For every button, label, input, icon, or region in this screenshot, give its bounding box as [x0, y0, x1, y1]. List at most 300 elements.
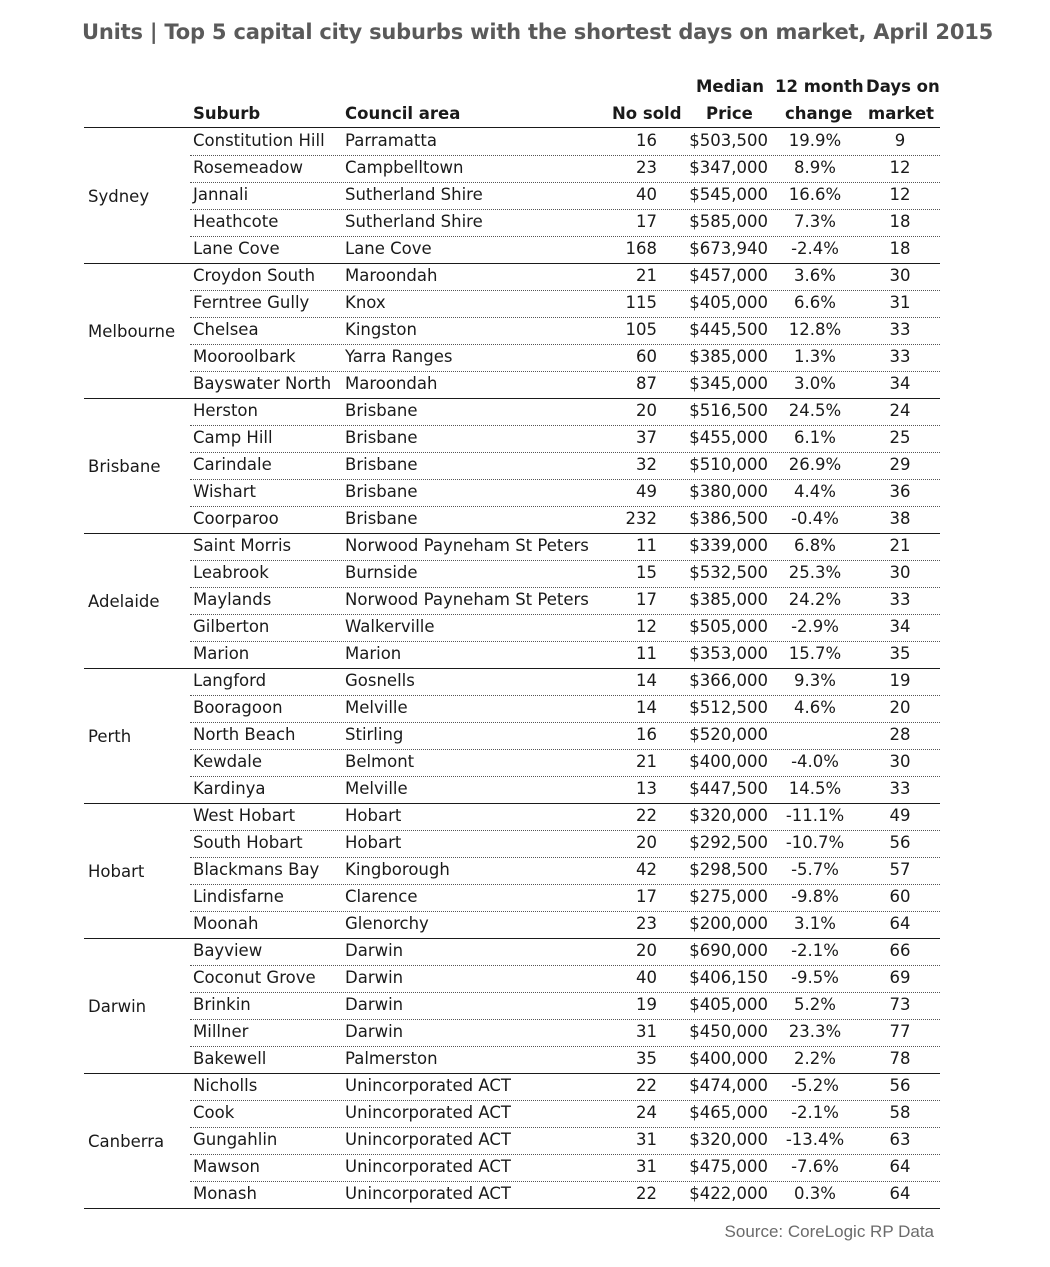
header-days-bottom: market [868, 104, 935, 123]
city-label: Canberra [88, 1131, 165, 1151]
no-sold-cell: 31 [636, 1130, 657, 1149]
median-price-cell: $385,000 [689, 590, 768, 609]
median-price-cell: $339,000 [689, 536, 768, 555]
header-days-top: Days on [866, 77, 940, 96]
no-sold-cell: 22 [636, 1184, 657, 1203]
row-separator [190, 884, 940, 885]
suburb-cell: Rosemeadow [193, 158, 303, 177]
change-cell: 3.1% [794, 914, 836, 933]
change-cell: 16.6% [788, 185, 842, 204]
median-price-cell: $200,000 [689, 914, 768, 933]
suburb-cell: Kardinya [193, 779, 266, 798]
days-cell: 18 [889, 212, 911, 231]
suburb-cell: Heathcote [193, 212, 279, 231]
council-cell: Brisbane [345, 482, 418, 501]
suburb-cell: Croydon South [193, 266, 316, 285]
days-cell: 33 [889, 347, 911, 366]
days-cell: 29 [889, 455, 911, 474]
council-cell: Clarence [345, 887, 418, 906]
days-cell: 31 [889, 293, 911, 312]
change-cell: 4.6% [794, 698, 836, 717]
city-label: Melbourne [88, 321, 176, 341]
suburb-cell: Lindisfarne [193, 887, 284, 906]
suburb-cell: West Hobart [193, 806, 296, 825]
council-cell: Sutherland Shire [345, 185, 483, 204]
header-council: Council area [345, 104, 461, 123]
row-separator [190, 425, 940, 426]
median-price-cell: $422,000 [689, 1184, 768, 1203]
no-sold-cell: 16 [636, 725, 657, 744]
row-separator [190, 587, 940, 588]
change-cell: 6.8% [794, 536, 836, 555]
days-cell: 66 [889, 941, 911, 960]
row-separator [190, 1100, 940, 1101]
row-separator [190, 371, 940, 372]
change-cell: 14.5% [788, 779, 842, 798]
group-rule [84, 938, 940, 939]
days-cell: 38 [889, 509, 911, 528]
no-sold-cell: 21 [636, 266, 657, 285]
days-cell: 69 [889, 968, 911, 987]
council-cell: Marion [345, 644, 402, 663]
no-sold-cell: 20 [636, 833, 657, 852]
days-cell: 30 [889, 752, 911, 771]
row-separator [190, 452, 940, 453]
suburb-cell: Gilberton [193, 617, 270, 636]
change-cell: 26.9% [788, 455, 842, 474]
change-cell: -4.0% [791, 752, 839, 771]
header-rule [84, 127, 940, 128]
no-sold-cell: 37 [636, 428, 657, 447]
days-cell: 12 [889, 185, 911, 204]
council-cell: Darwin [345, 968, 404, 987]
days-cell: 78 [889, 1049, 911, 1068]
council-cell: Gosnells [345, 671, 415, 690]
median-price-cell: $505,000 [689, 617, 768, 636]
row-separator [190, 1181, 940, 1182]
median-price-cell: $475,000 [689, 1157, 768, 1176]
row-separator [190, 722, 940, 723]
row-separator [190, 965, 940, 966]
median-price-cell: $275,000 [689, 887, 768, 906]
no-sold-cell: 15 [636, 563, 657, 582]
change-cell: -5.2% [791, 1076, 839, 1095]
days-cell: 64 [889, 1184, 911, 1203]
days-cell: 18 [889, 239, 911, 258]
change-cell: 2.2% [794, 1049, 836, 1068]
change-cell: -2.1% [791, 941, 839, 960]
council-cell: Maroondah [345, 266, 438, 285]
row-separator [190, 1046, 940, 1047]
no-sold-cell: 232 [625, 509, 657, 528]
change-cell: -13.4% [785, 1130, 845, 1149]
days-cell: 19 [889, 671, 911, 690]
row-separator [190, 344, 940, 345]
days-cell: 9 [894, 131, 906, 150]
council-cell: Lane Cove [345, 239, 432, 258]
council-cell: Stirling [345, 725, 404, 744]
days-cell: 12 [889, 158, 911, 177]
change-cell: -2.1% [791, 1103, 839, 1122]
council-cell: Knox [345, 293, 386, 312]
suburb-cell: Kewdale [193, 752, 262, 771]
change-cell: 3.6% [794, 266, 836, 285]
header-suburb: Suburb [193, 104, 261, 123]
days-cell: 63 [889, 1130, 911, 1149]
council-cell: Unincorporated ACT [345, 1103, 511, 1122]
change-cell: 24.2% [788, 590, 842, 609]
suburb-cell: Booragoon [193, 698, 283, 717]
days-cell: 73 [889, 995, 911, 1014]
days-cell: 60 [889, 887, 911, 906]
change-cell: 1.3% [794, 347, 836, 366]
council-cell: Sutherland Shire [345, 212, 483, 231]
no-sold-cell: 49 [636, 482, 657, 501]
no-sold-cell: 105 [625, 320, 657, 339]
row-separator [190, 236, 940, 237]
suburb-cell: Mooroolbark [193, 347, 296, 366]
no-sold-cell: 17 [636, 887, 657, 906]
row-separator [190, 911, 940, 912]
median-price-cell: $353,000 [689, 644, 768, 663]
council-cell: Parramatta [345, 131, 437, 150]
suburb-cell: Coconut Grove [193, 968, 316, 987]
no-sold-cell: 14 [636, 698, 657, 717]
no-sold-cell: 60 [636, 347, 657, 366]
suburb-cell: Leabrook [193, 563, 269, 582]
council-cell: Darwin [345, 995, 404, 1014]
median-price-cell: $320,000 [689, 806, 768, 825]
median-price-cell: $380,000 [689, 482, 768, 501]
no-sold-cell: 21 [636, 752, 657, 771]
council-cell: Unincorporated ACT [345, 1130, 511, 1149]
row-separator [190, 749, 940, 750]
council-cell: Walkerville [345, 617, 435, 636]
council-cell: Belmont [345, 752, 415, 771]
suburb-cell: Marion [193, 644, 250, 663]
median-price-cell: $512,500 [689, 698, 768, 717]
days-cell: 30 [889, 563, 911, 582]
header-change-bottom: change [785, 104, 853, 123]
median-price-cell: $474,000 [689, 1076, 768, 1095]
suburb-cell: Millner [193, 1022, 249, 1041]
suburb-cell: Lane Cove [193, 239, 280, 258]
council-cell: Hobart [345, 806, 402, 825]
council-cell: Maroondah [345, 374, 438, 393]
no-sold-cell: 19 [636, 995, 657, 1014]
median-price-cell: $585,000 [689, 212, 768, 231]
days-cell: 64 [889, 1157, 911, 1176]
source-note: Source: CoreLogic RP Data [724, 1222, 934, 1241]
group-rule [84, 1208, 940, 1209]
no-sold-cell: 24 [636, 1103, 657, 1122]
council-cell: Darwin [345, 941, 404, 960]
city-label: Hobart [88, 861, 145, 881]
group-rule [84, 668, 940, 669]
suburb-cell: Carindale [193, 455, 272, 474]
median-price-cell: $405,000 [689, 995, 768, 1014]
council-cell: Unincorporated ACT [345, 1076, 511, 1095]
suburb-cell: North Beach [193, 725, 296, 744]
group-rule [84, 803, 940, 804]
change-cell: -7.6% [791, 1157, 839, 1176]
change-cell: -9.5% [791, 968, 839, 987]
no-sold-cell: 11 [636, 644, 657, 663]
row-separator [190, 992, 940, 993]
median-price-cell: $366,000 [689, 671, 768, 690]
median-price-cell: $545,000 [689, 185, 768, 204]
median-price-cell: $445,500 [689, 320, 768, 339]
change-cell: 12.8% [788, 320, 842, 339]
row-separator [190, 614, 940, 615]
change-cell: 0.3% [794, 1184, 836, 1203]
header-median-bottom: Price [706, 104, 753, 123]
council-cell: Unincorporated ACT [345, 1184, 511, 1203]
group-rule [84, 398, 940, 399]
suburb-cell: Brinkin [193, 995, 251, 1014]
no-sold-cell: 11 [636, 536, 657, 555]
row-separator [190, 641, 940, 642]
change-cell: -2.4% [791, 239, 839, 258]
days-cell: 58 [889, 1103, 911, 1122]
suburb-cell: Saint Morris [193, 536, 292, 555]
row-separator [190, 182, 940, 183]
suburb-cell: Blackmans Bay [193, 860, 320, 879]
row-separator [190, 317, 940, 318]
no-sold-cell: 13 [636, 779, 657, 798]
header-median-top: Median [696, 77, 764, 96]
no-sold-cell: 31 [636, 1157, 657, 1176]
no-sold-cell: 17 [636, 212, 657, 231]
median-price-cell: $447,500 [689, 779, 768, 798]
suburb-cell: Chelsea [193, 320, 259, 339]
no-sold-cell: 87 [636, 374, 657, 393]
no-sold-cell: 20 [636, 941, 657, 960]
change-cell: -9.8% [791, 887, 839, 906]
median-price-cell: $455,000 [689, 428, 768, 447]
median-price-cell: $457,000 [689, 266, 768, 285]
no-sold-cell: 23 [636, 158, 657, 177]
row-separator [190, 776, 940, 777]
days-cell: 30 [889, 266, 911, 285]
median-price-cell: $520,000 [689, 725, 768, 744]
group-rule [84, 263, 940, 264]
no-sold-cell: 12 [636, 617, 657, 636]
row-separator [190, 1154, 940, 1155]
change-cell: 6.1% [794, 428, 836, 447]
suburb-cell: Langford [193, 671, 267, 690]
days-cell: 21 [889, 536, 911, 555]
change-cell: -11.1% [785, 806, 845, 825]
no-sold-cell: 14 [636, 671, 657, 690]
suburb-cell: Cook [193, 1103, 235, 1122]
no-sold-cell: 115 [625, 293, 657, 312]
change-cell: 19.9% [788, 131, 842, 150]
header-change-top: 12 month [775, 77, 864, 96]
days-cell: 25 [889, 428, 911, 447]
change-cell: 6.6% [794, 293, 836, 312]
council-cell: Unincorporated ACT [345, 1157, 511, 1176]
median-price-cell: $532,500 [689, 563, 768, 582]
days-cell: 34 [889, 617, 911, 636]
suburb-cell: Monash [193, 1184, 257, 1203]
row-separator [190, 857, 940, 858]
median-price-cell: $450,000 [689, 1022, 768, 1041]
median-price-cell: $292,500 [689, 833, 768, 852]
suburb-cell: Coorparoo [193, 509, 279, 528]
suburb-cell: Constitution Hill [193, 131, 325, 150]
suburb-cell: Bakewell [193, 1049, 267, 1068]
median-price-cell: $503,500 [689, 131, 768, 150]
council-cell: Brisbane [345, 509, 418, 528]
row-separator [190, 1019, 940, 1020]
suburb-cell: Nicholls [193, 1076, 258, 1095]
row-separator [190, 1127, 940, 1128]
suburb-cell: Gungahlin [193, 1130, 278, 1149]
days-cell: 33 [889, 779, 911, 798]
days-cell: 56 [889, 1076, 911, 1095]
suburb-cell: Maylands [193, 590, 272, 609]
no-sold-cell: 42 [636, 860, 657, 879]
change-cell: -5.7% [791, 860, 839, 879]
council-cell: Brisbane [345, 428, 418, 447]
change-cell: 25.3% [788, 563, 842, 582]
no-sold-cell: 17 [636, 590, 657, 609]
days-cell: 49 [889, 806, 911, 825]
row-separator [190, 479, 940, 480]
council-cell: Melville [345, 779, 408, 798]
no-sold-cell: 23 [636, 914, 657, 933]
change-cell: 3.0% [794, 374, 836, 393]
suburb-cell: Bayswater North [193, 374, 332, 393]
row-separator [190, 209, 940, 210]
median-price-cell: $465,000 [689, 1103, 768, 1122]
table-title: Units | Top 5 capital city suburbs with the shortest days on market, April 2015 [82, 20, 994, 44]
median-price-cell: $516,500 [689, 401, 768, 420]
median-price-cell: $385,000 [689, 347, 768, 366]
suburb-cell: Herston [193, 401, 258, 420]
suburb-cell: Mawson [193, 1157, 260, 1176]
council-cell: Yarra Ranges [345, 347, 453, 366]
council-cell: Kingston [345, 320, 417, 339]
no-sold-cell: 32 [636, 455, 657, 474]
days-cell: 36 [889, 482, 911, 501]
no-sold-cell: 22 [636, 1076, 657, 1095]
change-cell [775, 725, 855, 745]
change-cell: 7.3% [794, 212, 836, 231]
row-separator [190, 695, 940, 696]
median-price-cell: $690,000 [689, 941, 768, 960]
suburb-cell: Moonah [193, 914, 259, 933]
council-cell: Norwood Payneham St Peters [345, 590, 589, 609]
change-cell: -0.4% [791, 509, 839, 528]
change-cell: 23.3% [788, 1022, 842, 1041]
no-sold-cell: 31 [636, 1022, 657, 1041]
council-cell: Hobart [345, 833, 402, 852]
header-no-sold: No sold [612, 104, 682, 123]
suburb-cell: South Hobart [193, 833, 303, 852]
city-label: Adelaide [88, 591, 160, 611]
suburb-cell: Ferntree Gully [193, 293, 310, 312]
days-cell: 24 [889, 401, 911, 420]
city-label: Perth [88, 726, 132, 746]
median-price-cell: $673,940 [689, 239, 768, 258]
row-separator [190, 290, 940, 291]
median-price-cell: $510,000 [689, 455, 768, 474]
days-cell: 77 [889, 1022, 911, 1041]
change-cell: 24.5% [788, 401, 842, 420]
change-cell: 9.3% [794, 671, 836, 690]
median-price-cell: $406,150 [689, 968, 768, 987]
change-cell: 5.2% [794, 995, 836, 1014]
change-cell: -2.9% [791, 617, 839, 636]
council-cell: Kingborough [345, 860, 450, 879]
city-label: Brisbane [88, 456, 161, 476]
council-cell: Brisbane [345, 455, 418, 474]
council-cell: Glenorchy [345, 914, 429, 933]
days-cell: 28 [889, 725, 911, 744]
change-cell: -10.7% [785, 833, 845, 852]
median-price-cell: $400,000 [689, 752, 768, 771]
row-separator [190, 506, 940, 507]
median-price-cell: $400,000 [689, 1049, 768, 1068]
row-separator [190, 155, 940, 156]
group-rule [84, 533, 940, 534]
change-cell: 4.4% [794, 482, 836, 501]
suburb-cell: Wishart [193, 482, 256, 501]
council-cell: Brisbane [345, 401, 418, 420]
no-sold-cell: 35 [636, 1049, 657, 1068]
no-sold-cell: 168 [625, 239, 657, 258]
city-label: Darwin [88, 996, 147, 1016]
council-cell: Palmerston [345, 1049, 438, 1068]
change-cell: 15.7% [788, 644, 842, 663]
median-price-cell: $298,500 [689, 860, 768, 879]
days-cell: 20 [889, 698, 911, 717]
no-sold-cell: 40 [636, 968, 657, 987]
council-cell: Burnside [345, 563, 418, 582]
days-cell: 34 [889, 374, 911, 393]
days-cell: 64 [889, 914, 911, 933]
days-cell: 57 [889, 860, 911, 879]
council-cell: Norwood Payneham St Peters [345, 536, 589, 555]
council-cell: Darwin [345, 1022, 404, 1041]
row-separator [190, 830, 940, 831]
median-price-cell: $347,000 [689, 158, 768, 177]
group-rule [84, 1073, 940, 1074]
days-cell: 33 [889, 320, 911, 339]
median-price-cell: $386,500 [689, 509, 768, 528]
suburb-cell: Camp Hill [193, 428, 273, 447]
no-sold-cell: 16 [636, 131, 657, 150]
no-sold-cell: 20 [636, 401, 657, 420]
median-price-cell: $320,000 [689, 1130, 768, 1149]
no-sold-cell: 40 [636, 185, 657, 204]
no-sold-cell: 22 [636, 806, 657, 825]
days-cell: 56 [889, 833, 911, 852]
median-price-cell: $345,000 [689, 374, 768, 393]
change-cell: 8.9% [794, 158, 836, 177]
council-cell: Melville [345, 698, 408, 717]
days-cell: 33 [889, 590, 911, 609]
suburb-cell: Jannali [193, 185, 249, 204]
suburb-cell: Bayview [193, 941, 263, 960]
median-price-cell: $405,000 [689, 293, 768, 312]
days-cell: 35 [889, 644, 911, 663]
city-label: Sydney [88, 186, 150, 206]
row-separator [190, 560, 940, 561]
council-cell: Campbelltown [345, 158, 464, 177]
